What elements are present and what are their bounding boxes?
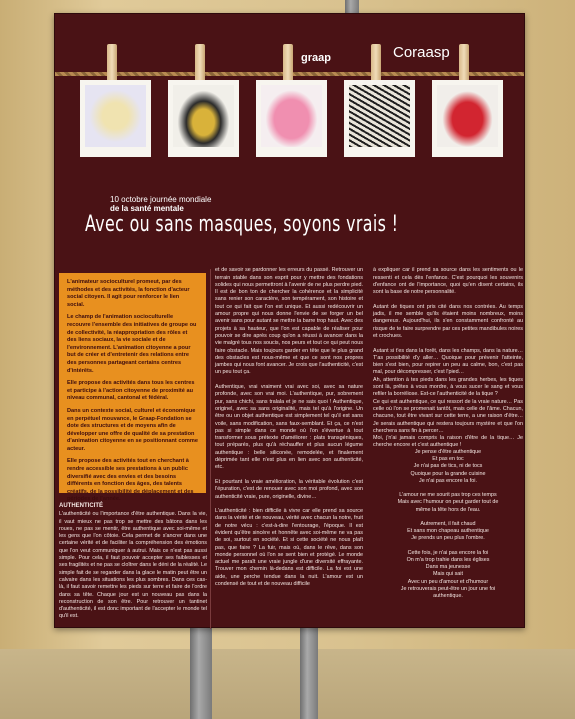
coraasp-logo: Coraasp [393,44,450,61]
poem-line: Je retrouverais peut-être un jour une foi [400,585,496,592]
poem-line: Mais qui sait [433,571,463,578]
poem-line: Mais avec l'humour on peut garder tout de [397,499,499,506]
poem-line: même la tête hors de l'eau. [415,506,481,513]
column-2 [215,260,363,625]
poem [373,449,523,600]
section-heading: AUTHENTICITÉ [59,503,103,509]
date-line-2: de la santé mentale [110,204,184,213]
clothespin-icon [195,44,205,84]
info-paragraph: Elle propose des activités dans tous les centres et participe à l'action citoyenne de proximité au niveau communal, cantonal et fédéral. [67,380,195,402]
info-paragraph: L'animateur socioculturel promeut, par des méthodes et des activités, la fonction d'acteur social citoyen. Il agit pour renforcer le lien social. [67,279,190,308]
column-1 [59,503,207,623]
graap-logo: graap [301,52,331,64]
poem-line [373,514,523,521]
info-paragraph: Dans un contexte social, culturel et économique en perpétuel mouvance, le Graap-Fondation se dote des structures et de moyens afin de développer une offre de qualité de sa prestation d'animation citoyenne en se positionnant comme acteur. [67,407,198,452]
ground [0,649,575,719]
poem-line: Je n'ai pas encore la foi. [419,477,477,484]
poem-line: authentique. [433,593,463,600]
column-3 [373,260,523,449]
poem-line: Avec un peu d'amour et d'humour [407,578,489,585]
poem-line: Cette fois, je n'ai pas encore la foi [407,549,489,556]
poem-line: On m'a trop trahie dans les églises [406,557,490,564]
mask-image [437,85,498,147]
mask-photo-5 [432,80,503,157]
mask-photo-3 [256,80,327,157]
poem-line [373,543,523,550]
poem-line: Je pense d'être authentique [414,449,482,455]
poem-line: Je n'ai pas de tics, ni de tocs [413,463,483,470]
event-date [110,195,211,213]
poem-line: Dans ma jeunesse [425,564,471,571]
mask-image [173,85,234,147]
mask-image [349,85,410,147]
mask-image [261,85,322,147]
poem-line: Et sans mon chapeau authentique [407,528,489,535]
poem-line: Quoique pour la grande cuisine [410,470,486,477]
poster-board [54,13,525,628]
info-box [59,273,206,503]
info-paragraph: Elle propose des activités tout en cherchant à rendre accessible ses prestations à un public diversifié avec des envies et des besoins différents en fonction des âges, des talents créatifs, de la possibilité de déplacement et des périodes de l'année. [67,458,194,503]
poem-line: Je prends un peu plus l'ombre. [411,535,485,542]
mask-photo-2 [168,80,239,157]
poem-line: Et pas en toc [432,456,464,463]
column-text: à expliquer car il prend sa source dans les sentiments ou le ressenti et cela dès l'enfance. C'est pourquoi les souvenirs d'enfance ont de l'importance, quoi qu'en disent certains, ils sont la base de notre personnalité. Autant de tiques ont pris cité dans nos contrées. Au temps jadis, il me semble qu'ils étaient moins nombreux, moins dangereux. Aujourd'hui, ils s'en constamment confronté au risque de te faire surprendre par ces petites mandibules noires et crochues. Autant si t'es dans la forêt, dans les champs, dans la nature… T'as possibilité d'y aller… Quoique pour prévenir l'atteinte, bien s'est bien, pour repirer un peu au calme, bon, c'est pas mal, pour décompresser, c'est l'pied… Ah, attention à tes pieds dans les grandes herbes, les tiques sont là, prêtes à vous mordre, à vous sucer le sang et vous refiler la borréliose. Est-ce l'authenticité de la tique ? Ce qui est authentique, ce qui ressort de la vraie nature… Pas celle où l'on se promenait tantôt, mais celle de l'âme. Chacun, chacune, tout être vivant sur cette terre, a une raison d'être… Je serais authentique qui restera toujours mystère et que l'on cherchera sans fin à percer… Moi, j'n'ai jamais compris la raison d'être de la tique… Je cherche encore et c'est authentique ! [373,267,523,449]
clothespin-icon [107,44,117,84]
date-line-1: 10 octobre journée mondiale [110,195,212,204]
info-paragraph: Le champ de l'animation socioculturelle recouvre l'ensemble des initiatives de groupe ou de collectivité, la réappropriation des rôles et des liens sociaux, la vie sociale et de l'environnement. L'animation citoyenne a pour but de créer et d'entretenir des relations entre des personnes partageant certains centres d'intérêts. [67,314,197,374]
poem-line [373,485,523,492]
column-text: et de savoir se pardonner les erreurs du passé. Retrouver un terrain stable dans son esprit pour y mettre des fondations solides qui nous permettront à l'avenir de ne plus perdre pied. Il est de bon ton de chercher la cohérence et la simplicité sans renier son caractère, son tempérament, son histoire et tout ce qui fait que l'on est unique. Et aussi redécouvrir un amour propre qui nous donne l'envie de se forger un bel avenir sans pour autant se mettre la barre trop haut. Avec des projets à sa hauteur, que l'on est capable de réaliser pour pouvoir se dire après coup qu'on a réussi à avancer dans la vie malgré tous nos soucis, nos peurs et tout ce qui peut nous faire obstacle. Mais toujours garder en tête que le plus grand des obstacles est nous-même et que ce sont nos propres jambes qui nous font avancer. Je crois que l'authenticité, c'est un peu tout ça. Authentique, vrai vraiment vrai avec soi, avec sa nature profonde, avec son vrai moi. L'authentique, pur, sobrement pur, sans chichi, sans tralala et je ne sais quoi ! Authentique, originel, avec sa sans originalité, mais tel qu'à l'origine. Un être ou un objet authentique est simplement tel qu'il est sans voile, sans modification, sans faux-semblant. Et ça, ce n'est pas si simple dans ce monde où l'on s'évertue à tout transformer sous prétexte d'améliorer : plats transgéniques, tout préparés, plus qu'à réchauffer et plus aucun légume authentique : belle siliconée, remodelée, et finalement déprimée tant elle n'est plus en lien avec son authenticité, etc. Et pourtant la vraie amélioration, la véritable évolution c'est l'épuration, c'est de renouer avec son moi profond, avec son authenticité vraie, pure, originelle, divine… L'authenticité : bien difficile à vivre car elle prend sa source dans la vérité et de nouveau, vérité avec chacun la notre, fruit de notre vécu : c'est-à-dire l'entourage, l'époque. Il est évident qu'être sincère et honnête avec soi-même ne va pas de soi, surtout en société. Et si cette société ne nous plaît pas, que faire ? La fuir, mais où, dans le rêve, dans son monde personnel où l'on se sent bien et protégé. Le monde actuel me paraît une vraie jungle d'une diversité effrayante. Trouver mon chemin là-dedans est difficile. La foi est une aide, une perche tendue dans la nuit. L'amour est un condensé de tout et de nouveau difficile [215,267,363,588]
divider [210,269,211,629]
clothespin-icon [459,44,469,84]
mask-photo-4 [344,80,415,157]
poem-line: L'amour ne me sourit pas trop ces temps [399,492,497,499]
column-text: L'authenticité ou l'importance d'être authentique. Dans la vie, il vaut mieux ne pas trop se mettre des bâtons dans les roues, ne pas se mentir, être authentique avec soi-même et les gens que l'on côtoie. Cela permet de s'ancrer dans une certaine vérité et de faciliter la compréhension des émotions que l'on veut communiquer à autrui. Mais ce n'est pas aussi simple. Pour cela, il faut pouvoir accepter ses faiblesses et ses fragilités et ne pas se cloîtrer dans le déni de la réalité. Le simple fait de se regarder dans la glace le matin peut être un calvaire dans les situations les plus sombres. Dans ces cas-là, il faut savoir remettre les pieds sur terre et faire de l'ordre dans sa tête. Chaque jour est un nouveau pas dans la reconstruction de son être. Pour retrouver un tantinet d'authenticité, il est donc important de l'accepter le monde tel qu'il est. [59,511,207,620]
mask-image [85,85,146,147]
clothespin-icon [371,44,381,84]
poem-line: Autrement, il fait chaud [420,521,476,528]
clothespin-icon [283,44,293,84]
mask-photo-1 [80,80,151,157]
poster-title: Avec ou sans masques, soyons vrais ! [85,212,399,237]
